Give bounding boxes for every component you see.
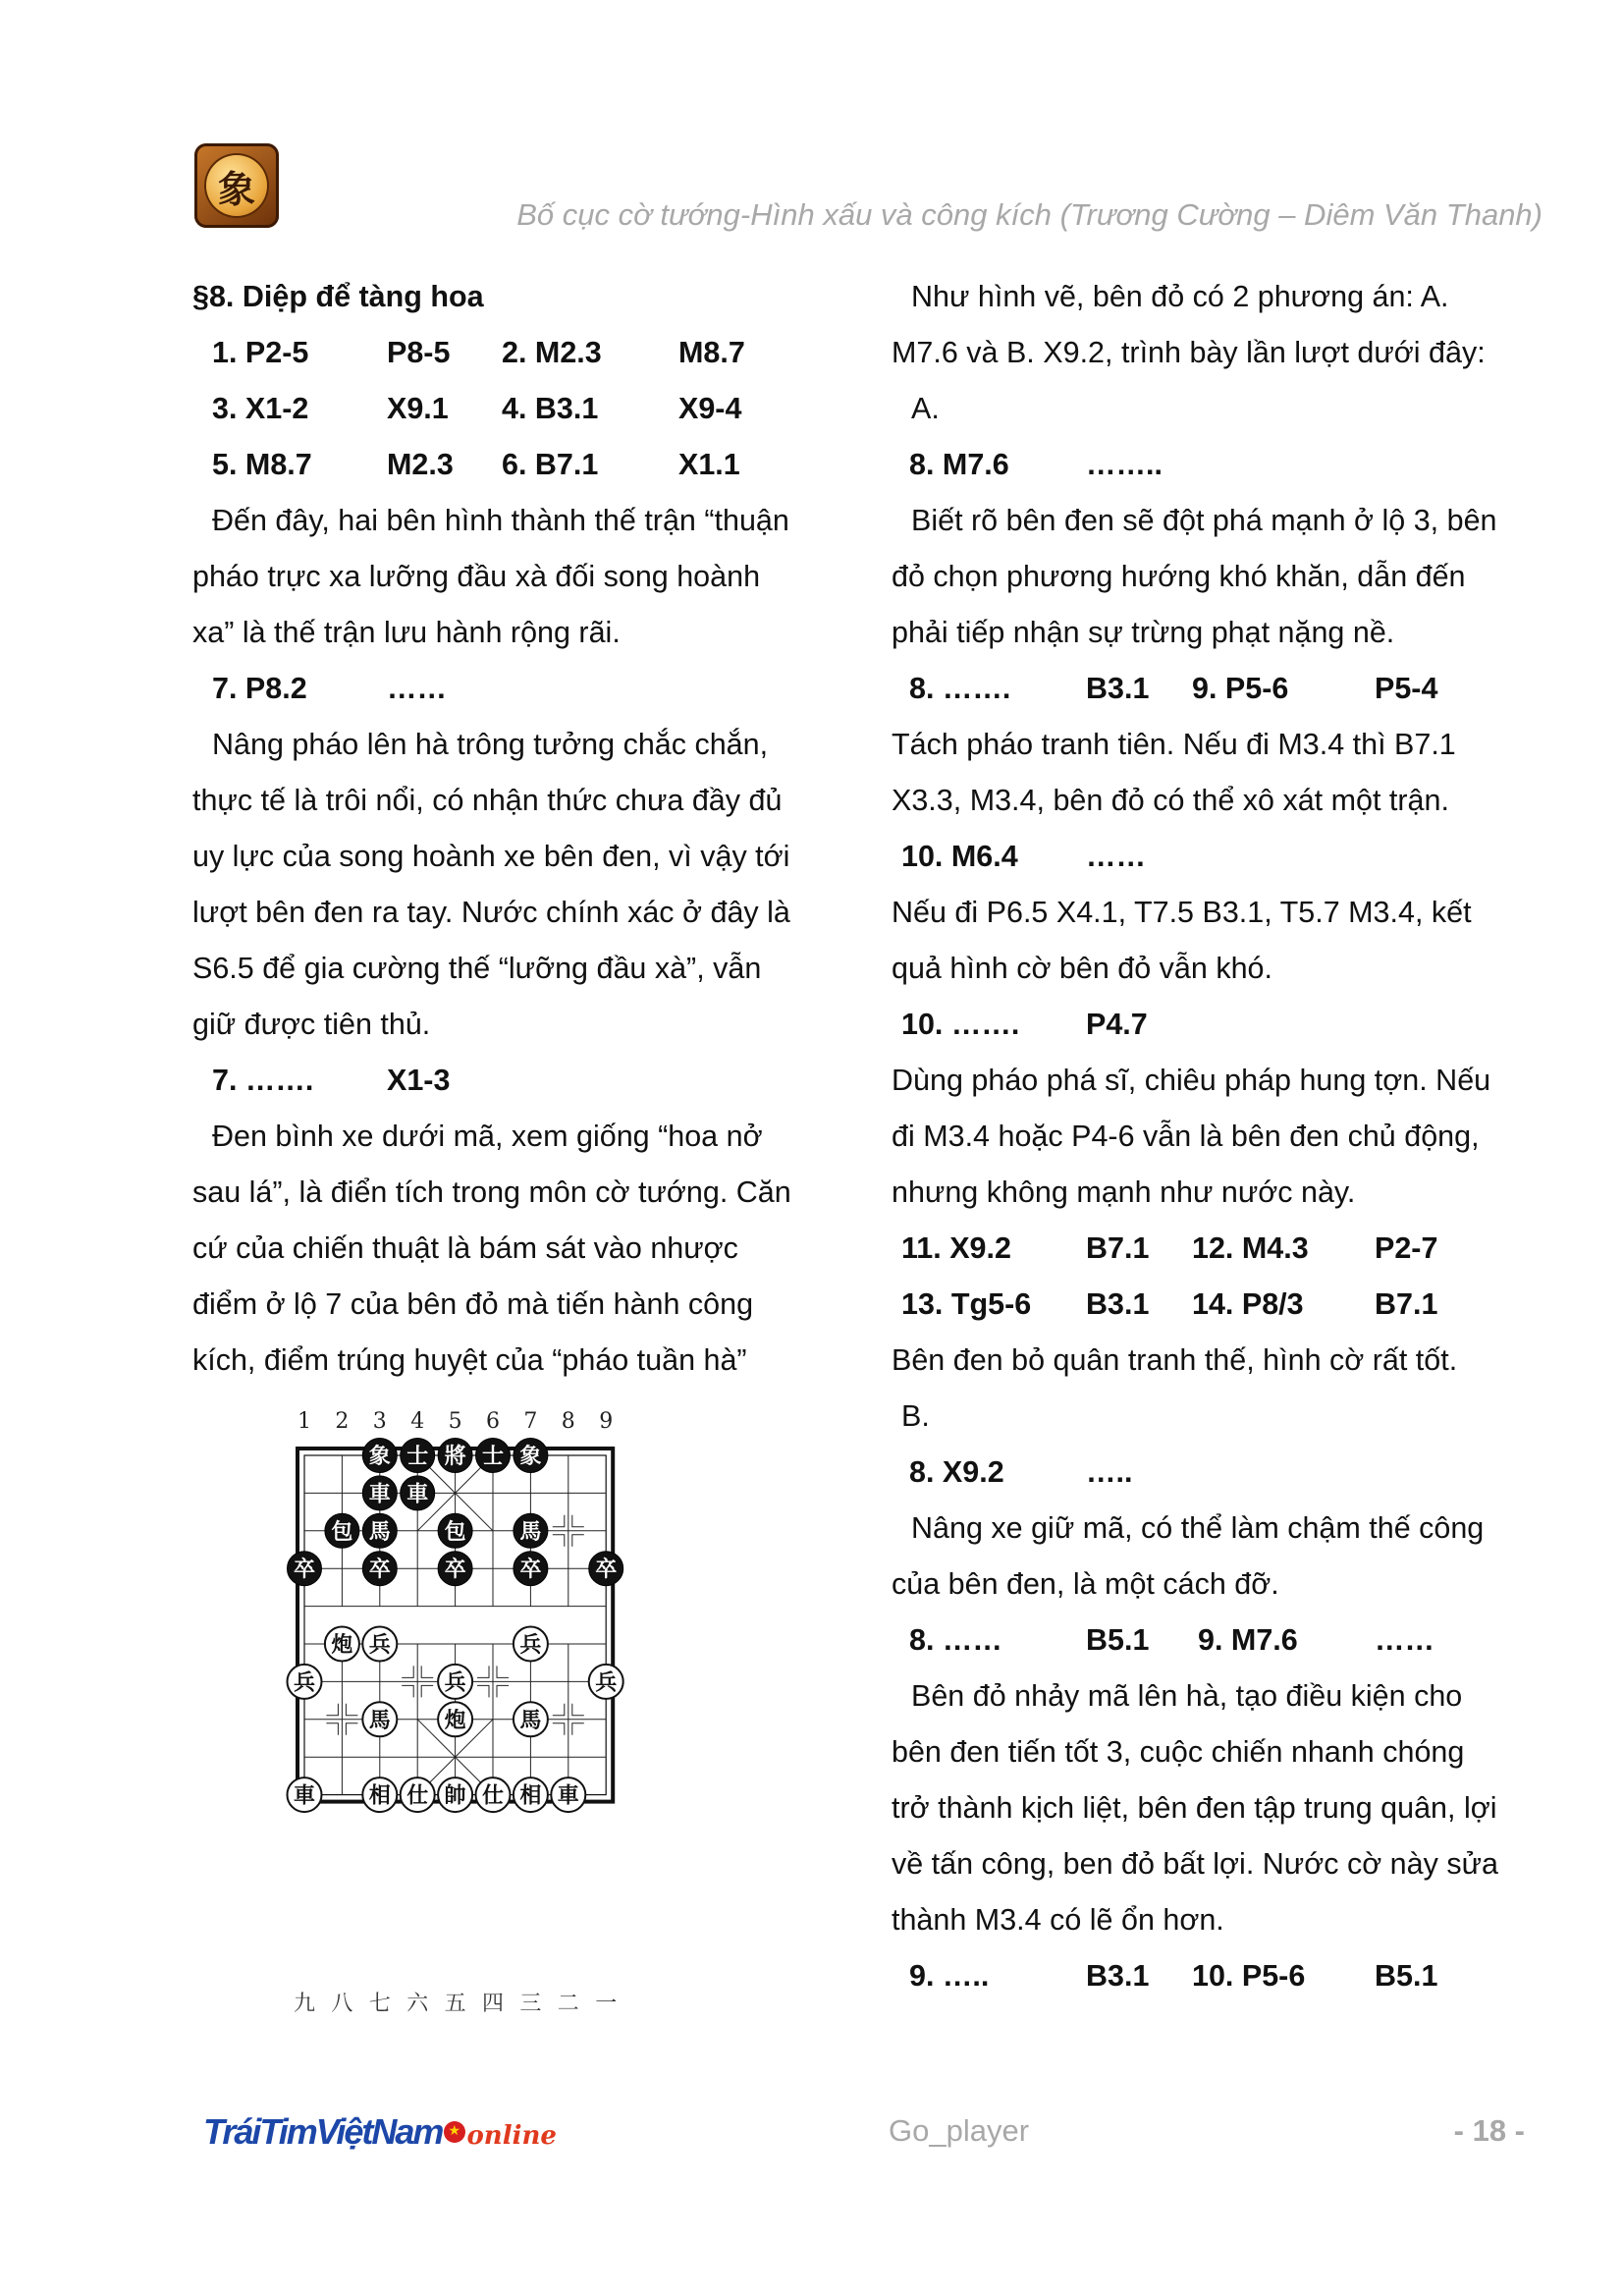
position-marker [572, 1723, 584, 1735]
piece-label: 卒 [293, 1558, 316, 1583]
paragraph-line: sau lá”, là điển tích trong môn cờ tướng. Căn [192, 1175, 791, 1209]
piece-label: 兵 [595, 1670, 618, 1696]
move-row: 8. X9.2 ….. [909, 1455, 1133, 1489]
piece-label: 將 [444, 1445, 466, 1469]
position-marker [572, 1535, 584, 1547]
paragraph-line: Nếu đi P6.5 X4.1, T7.5 B3.1, T5.7 M3.4, kết [892, 896, 1472, 929]
position-marker [477, 1666, 489, 1677]
file-label-top: 9 [599, 1409, 614, 1434]
piece-label: 炮 [444, 1708, 466, 1733]
file-label-bottom: 九 [293, 1992, 316, 2016]
piece-label: 象 [368, 1445, 391, 1469]
file-label-bottom: 一 [595, 1992, 618, 2016]
paragraph-line: điểm ở lộ 7 của bên đỏ mà tiến hành công [192, 1287, 754, 1321]
piece-label: 炮 [331, 1633, 353, 1658]
header-title: Bố cục cờ tướng-Hình xấu và công kích (Trương Cường – Diêm Văn Thanh) [516, 197, 1542, 232]
file-label-top: 6 [486, 1409, 500, 1434]
option-label: A. [911, 392, 940, 425]
move-row: 8. …… B5.1 9. M7.6 …… [909, 1623, 1434, 1657]
paragraph-line: pháo trực xa lưỡng đầu xà đối song hoành [192, 560, 761, 593]
move-row: 13. Tg5-6 B3.1 14. P8/3 B7.1 [901, 1287, 1438, 1321]
paragraph-line: Nâng xe giữ mã, có thể làm chậm thế công [911, 1511, 1485, 1545]
piece-label: 馬 [519, 1519, 542, 1545]
position-marker [553, 1535, 565, 1547]
piece-label: 車 [557, 1783, 579, 1809]
piece-label: 卒 [595, 1558, 618, 1583]
paragraph-line: M7.6 và B. X9.2, trình bày lần lượt dưới đây: [892, 336, 1486, 369]
file-label-bottom: 七 [368, 1992, 391, 2016]
position-marker [421, 1666, 433, 1677]
paragraph-line: của bên đen, là một cách đỡ. [892, 1567, 1279, 1601]
position-marker [326, 1704, 338, 1716]
position-marker [402, 1685, 413, 1697]
paragraph-line: Dùng pháo phá sĩ, chiêu pháp hung tợn. Nếu [892, 1064, 1491, 1097]
position-marker [553, 1704, 565, 1716]
file-label-top: 3 [372, 1409, 387, 1434]
file-label-bottom: 三 [519, 1992, 542, 2016]
file-label-top: 2 [335, 1409, 350, 1434]
piece-label: 士 [481, 1445, 505, 1469]
paragraph-line: về tấn công, ben đỏ bất lợi. Nước cờ này sửa [892, 1847, 1498, 1881]
paragraph-line: Nâng pháo lên hà trông tưởng chắc chắn, [212, 728, 769, 761]
piece-label: 包 [444, 1519, 466, 1545]
paragraph-line: Đến đây, hai bên hình thành thế trận “thuận [212, 504, 789, 537]
paragraph-line: cứ của chiến thuật là bám sát vào nhược [192, 1231, 738, 1265]
piece-label: 馬 [368, 1519, 391, 1545]
paragraph-line: trở thành kịch liệt, bên đen tập trung quân, lợi [892, 1791, 1497, 1825]
paragraph-line: lượt bên đen ra tay. Nước chính xác ở đây là [192, 896, 790, 929]
piece-label: 象 [519, 1445, 542, 1469]
piece-label: 相 [368, 1783, 391, 1809]
paragraph-line: nhưng không mạnh như nước này. [892, 1175, 1356, 1209]
paragraph-line: Như hình vẽ, bên đỏ có 2 phương án: A. [911, 280, 1449, 313]
move-row: 9. ….. B3.1 10. P5-6 B5.1 [909, 1959, 1438, 1993]
piece-label: 相 [519, 1783, 542, 1809]
piece-label: 車 [368, 1482, 391, 1507]
paragraph-line: thực tế là trôi nổi, có nhận thức chưa đầy đủ [192, 784, 783, 817]
piece-label: 車 [293, 1783, 316, 1809]
position-marker [346, 1723, 357, 1735]
app-logo [194, 143, 279, 228]
page-number: - 18 - [1453, 2113, 1525, 2148]
footer-brand-logo[interactable]: TráiTimViệtNam★ online [203, 2111, 557, 2153]
section-heading: §8. Diệp để tàng hoa [192, 280, 484, 313]
paragraph-line: kích, điểm trúng huyệt của “pháo tuần hà” [192, 1343, 747, 1377]
position-marker [402, 1666, 413, 1677]
paragraph-line: quả hình cờ bên đỏ vẫn khó. [892, 952, 1272, 985]
piece-label: 車 [406, 1482, 429, 1507]
position-marker [477, 1685, 489, 1697]
piece-label: 馬 [368, 1708, 391, 1733]
file-label-bottom: 八 [331, 1992, 353, 2016]
file-label-top: 7 [523, 1409, 538, 1434]
piece-label: 兵 [444, 1670, 466, 1696]
paragraph-line: phải tiếp nhận sự trừng phạt nặng nề. [892, 616, 1395, 649]
piece-label: 包 [331, 1519, 353, 1545]
file-label-top: 1 [298, 1409, 311, 1434]
file-label-bottom: 二 [557, 1992, 579, 2016]
position-marker [497, 1685, 509, 1697]
file-label-top: 5 [448, 1409, 462, 1434]
paragraph-line: uy lực của song hoành xe bên đen, vì vậy tới [192, 840, 790, 873]
position-marker [572, 1704, 584, 1716]
move-row: 7. P8.2 …… [212, 672, 447, 705]
file-label-top: 4 [410, 1409, 425, 1434]
move-row: 5. M8.7 M2.3 6. B7.1 X1.1 [212, 448, 740, 481]
position-marker [553, 1723, 565, 1735]
paragraph-line: bên đen tiến tốt 3, cuộc chiến nhanh chóng [892, 1735, 1465, 1769]
move-row: 8. ……. B3.1 9. P5-6 P5-4 [909, 672, 1438, 705]
piece-label: 帥 [444, 1783, 466, 1809]
position-marker [326, 1723, 338, 1735]
heart-flag-icon [444, 2121, 465, 2143]
piece-label: 兵 [519, 1633, 542, 1658]
paragraph-line: đỏ chọn phương hướng khó khăn, dẫn đến [892, 560, 1466, 593]
paragraph-line: X3.3, M3.4, bên đỏ có thể xô xát một trận. [892, 784, 1449, 817]
position-marker [346, 1704, 357, 1716]
paragraph-line: đi M3.4 hoặc P4-6 vẫn là bên đen chủ động, [892, 1120, 1480, 1153]
position-marker [421, 1685, 433, 1697]
move-row: 10. ……. P4.7 [901, 1008, 1148, 1041]
move-row: 8. M7.6 …….. [909, 448, 1163, 481]
piece-label: 士 [406, 1445, 429, 1469]
paragraph-line: Bên đen bỏ quân tranh thế, hình cờ rất tốt. [892, 1343, 1458, 1377]
paragraph-line: Tách pháo tranh tiên. Nếu đi M3.4 thì B7.1 [892, 728, 1456, 761]
footer-author: Go_player [889, 2113, 1030, 2148]
piece-label: 兵 [293, 1670, 316, 1696]
left-column [192, 269, 840, 1389]
paragraph-line: xa” là thế trận lưu hành rộng rãi. [192, 616, 621, 649]
piece-label: 兵 [368, 1633, 391, 1658]
piece-label: 仕 [481, 1783, 505, 1809]
file-label-top: 8 [561, 1409, 575, 1434]
paragraph-line: giữ được tiên thủ. [192, 1008, 431, 1041]
file-label-bottom: 五 [444, 1992, 466, 2016]
file-label-bottom: 六 [406, 1992, 429, 2016]
right-column [892, 269, 1549, 2004]
piece-label: 卒 [368, 1558, 391, 1583]
piece-label: 卒 [519, 1558, 542, 1583]
board-diagram [275, 1377, 785, 2025]
position-marker [572, 1515, 584, 1527]
paragraph-line: Đen bình xe dưới mã, xem giống “hoa nở [212, 1120, 763, 1153]
position-marker [497, 1666, 509, 1677]
move-row: 3. X1-2 X9.1 4. B3.1 X9-4 [212, 392, 742, 425]
piece-label: 卒 [444, 1558, 466, 1583]
move-row: 10. M6.4 …… [901, 840, 1146, 873]
paragraph-line: Bên đỏ nhảy mã lên hà, tạo điều kiện cho [911, 1679, 1463, 1713]
xiangqi-board [275, 1377, 785, 2025]
logo-piece: 象 [206, 155, 267, 216]
option-label: B. [901, 1399, 930, 1433]
move-row: 7. ……. X1-3 [212, 1064, 451, 1097]
move-row: 11. X9.2 B7.1 12. M4.3 P2-7 [901, 1231, 1438, 1265]
piece-label: 馬 [519, 1708, 542, 1733]
file-label-bottom: 四 [481, 1992, 505, 2016]
paragraph-line: Biết rõ bên đen sẽ đột phá mạnh ở lộ 3, bên [911, 504, 1497, 537]
paragraph-line: S6.5 để gia cường thế “lưỡng đầu xà”, vẫn [192, 952, 762, 985]
move-row: 1. P2-5 P8-5 2. M2.3 M8.7 [212, 336, 745, 369]
paragraph-line: thành M3.4 có lẽ ổn hơn. [892, 1903, 1224, 1937]
position-marker [553, 1515, 565, 1527]
piece-label: 仕 [406, 1783, 429, 1809]
